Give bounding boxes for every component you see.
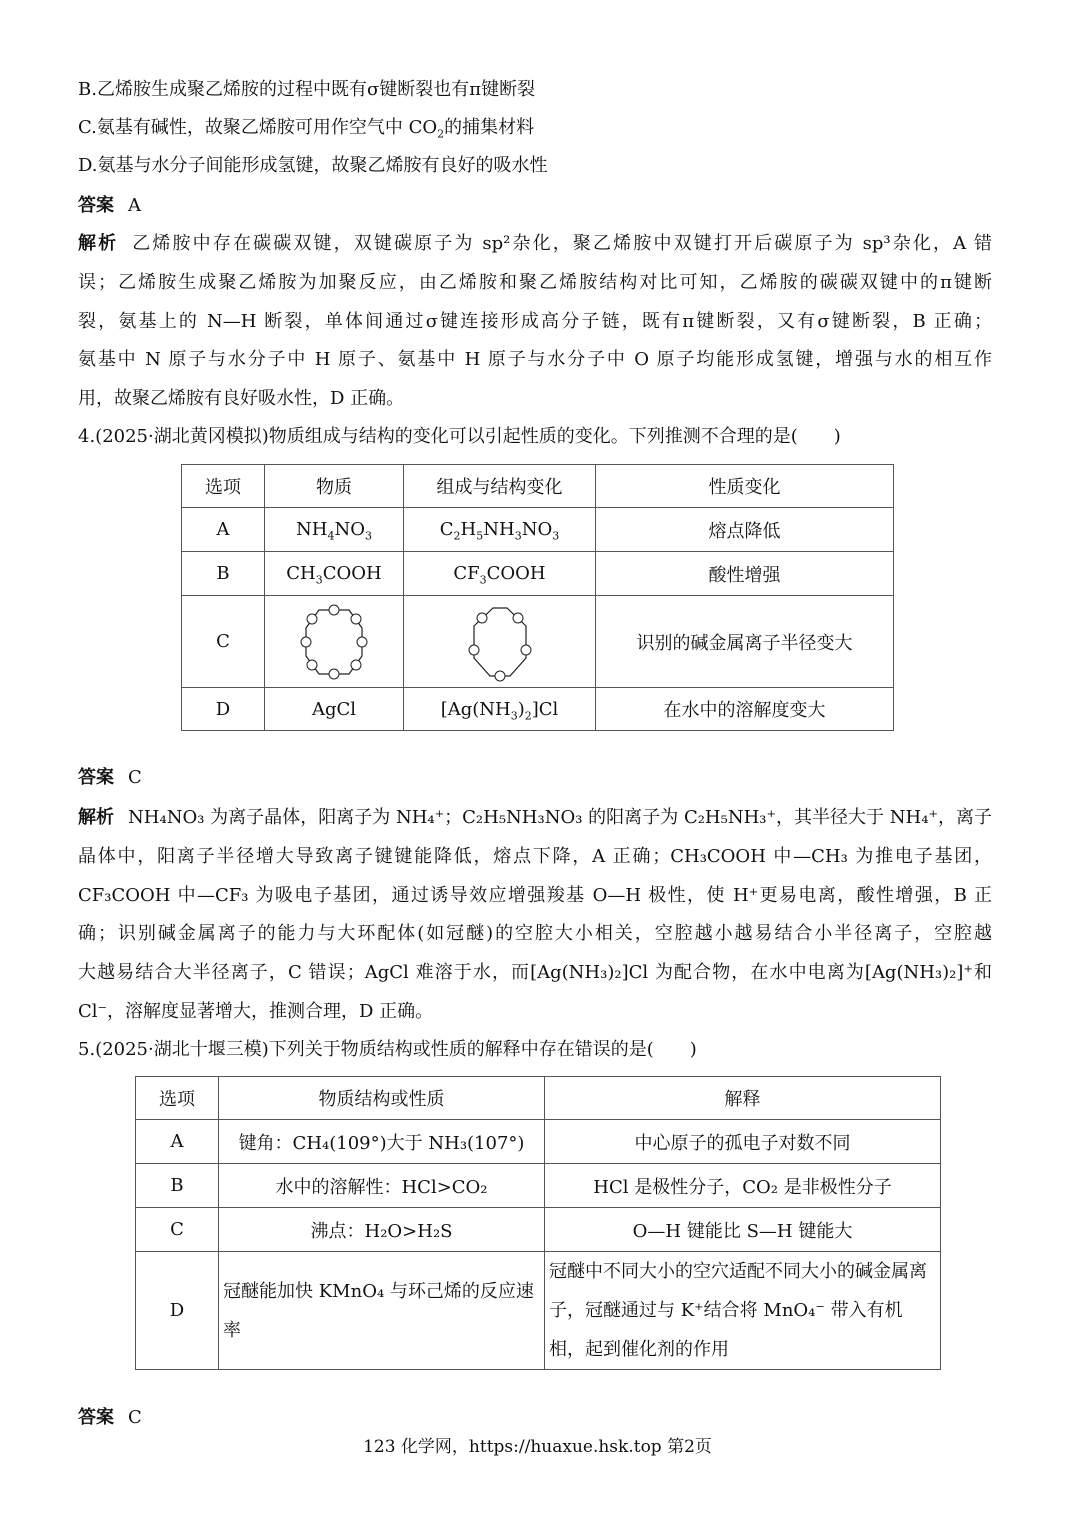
header-property: 性质变化 bbox=[596, 465, 894, 508]
header-option: 选项 bbox=[136, 1077, 219, 1120]
option-d: D.氨基与水分子间能形成氢键，故聚乙烯胺有良好的吸水性 bbox=[78, 155, 548, 176]
row-d-substance: AgCl bbox=[265, 688, 404, 731]
q5-stem: 5.(2025·湖北十堰三模)下列关于物质结构或性质的解释中存在错误的是( ) bbox=[78, 1039, 697, 1060]
q4-analysis-line-6: Cl⁻，溶解度显著增大，推测合理，D 正确。 bbox=[78, 1001, 434, 1022]
row-c-property: 识别的碱金属离子半径变大 bbox=[596, 596, 894, 688]
q3-analysis-line-2: 误；乙烯胺生成聚乙烯胺为加聚反应，由乙烯胺和聚乙烯胺结构对比可知，乙烯胺的碳碳双键中的π键断 bbox=[78, 272, 992, 293]
q4-analysis-line-4: 确；识别碱金属离子的能力与大环配体(如冠醚)的空腔大小相关，空腔越小越易结合小半径离子，空腔越 bbox=[78, 923, 992, 944]
row-c-option: C bbox=[136, 1208, 219, 1252]
row-a-changed: $C_2H_5NH_3NO_3$ bbox=[404, 508, 596, 552]
crown-ether-large-icon bbox=[294, 602, 374, 682]
table-header-row bbox=[182, 465, 894, 508]
row-d-property: 冠醚能加快 KMnO₄ 与环己烯的反应速率 bbox=[219, 1252, 545, 1370]
header-substance: 物质 bbox=[265, 465, 404, 508]
crown-ether-small-icon bbox=[460, 602, 540, 682]
q4-analysis-line-5: 大越易结合大半径离子，C 错误；AgCl 难溶于水，而[Ag(NH₃)₂]Cl 为配合物，在水中电离为[Ag(NH₃)₂]⁺和 bbox=[78, 962, 992, 983]
q3-analysis-line-4: 氨基中 N 原子与水分子中 H 原子、氨基中 H 原子与水分子中 O 原子均能形成氢键，增强与水的相互作 bbox=[78, 349, 992, 370]
q5-answer: 答案 C bbox=[78, 1407, 142, 1428]
table-row bbox=[136, 1252, 941, 1370]
table-row bbox=[182, 552, 894, 596]
q3-analysis-line-1: 解析 乙烯胺中存在碳碳双键，双键碳原子为 sp²杂化，聚乙烯胺中双键打开后碳原子为 sp³杂化，A 错 bbox=[78, 233, 993, 254]
table-row bbox=[136, 1208, 941, 1252]
page-footer: 123 化学网，https://huaxue.hsk.top 第2页 bbox=[363, 1437, 712, 1457]
row-d-changed: $[Ag(NH_3)_2]Cl$ bbox=[404, 688, 596, 731]
q4-analysis-line-1: 解析 NH₄NO₃ 为离子晶体，阳离子为 NH₄⁺；C₂H₅NH₃NO₃ 的阳离子为 C₂H₅NH₃⁺，其半径大于 NH₄⁺，离子 bbox=[78, 807, 992, 828]
q4-table bbox=[181, 464, 894, 731]
row-c-property: 沸点：H₂O>H₂S bbox=[219, 1208, 545, 1252]
q4-analysis-line-2: 晶体中，阳离子半径增大导致离子键键能降低，熔点下降，A 正确；CH₃COOH 中—CH₃ 为推电子基团， bbox=[78, 846, 992, 867]
q3-analysis-line-3: 裂，氨基上的 N—H 断裂，单体间通过σ键连接形成高分子链，既有π键断裂，又有σ键断裂，B 正确； bbox=[78, 311, 992, 332]
table-header-row bbox=[136, 1077, 941, 1120]
table-row bbox=[136, 1164, 941, 1208]
header-explanation: 解释 bbox=[545, 1077, 941, 1120]
row-d-option: D bbox=[136, 1252, 219, 1370]
row-a-option: A bbox=[136, 1120, 219, 1164]
table-row bbox=[182, 688, 894, 731]
q5-table bbox=[135, 1076, 941, 1370]
header-change: 组成与结构变化 bbox=[404, 465, 596, 508]
row-b-option: B bbox=[136, 1164, 219, 1208]
q4-analysis-line-3: CF₃COOH 中—CF₃ 为吸电子基团，通过诱导效应增强羧基 O—H 极性，使 H⁺更易电离，酸性增强，B 正 bbox=[78, 885, 992, 906]
row-a-property: 键角：CH₄(109°)大于 NH₃(107°) bbox=[219, 1120, 545, 1164]
table-row bbox=[182, 596, 894, 688]
row-c-substance bbox=[265, 596, 404, 688]
row-b-substance: $CH_3COOH$ bbox=[265, 552, 404, 596]
row-d-property: 在水中的溶解度变大 bbox=[596, 688, 894, 731]
row-d-option: D bbox=[182, 688, 265, 731]
row-b-explanation: HCl 是极性分子，CO₂ 是非极性分子 bbox=[545, 1164, 941, 1208]
header-property: 物质结构或性质 bbox=[219, 1077, 545, 1120]
option-c: C.氨基有碱性，故聚乙烯胺可用作空气中 $CO_2$的捕集材料 bbox=[78, 117, 535, 141]
header-option: 选项 bbox=[182, 465, 265, 508]
row-a-option: A bbox=[182, 508, 265, 552]
table-row bbox=[136, 1120, 941, 1164]
row-c-explanation: O—H 键能比 S—H 键能大 bbox=[545, 1208, 941, 1252]
row-b-property: 酸性增强 bbox=[596, 552, 894, 596]
row-c-changed bbox=[404, 596, 596, 688]
q4-stem: 4.(2025·湖北黄冈模拟)物质组成与结构的变化可以引起性质的变化。下列推测不合理的是( ) bbox=[78, 426, 841, 447]
row-a-substance: $NH_4NO_3$ bbox=[265, 508, 404, 552]
row-a-property: 熔点降低 bbox=[596, 508, 894, 552]
row-a-explanation: 中心原子的孤电子对数不同 bbox=[545, 1120, 941, 1164]
q3-analysis-line-5: 用，故聚乙烯胺有良好吸水性，D 正确。 bbox=[78, 388, 405, 409]
row-b-property: 水中的溶解性：HCl>CO₂ bbox=[219, 1164, 545, 1208]
row-b-changed: $CF_3COOH$ bbox=[404, 552, 596, 596]
table-row bbox=[182, 508, 894, 552]
q3-answer: 答案 A bbox=[78, 195, 141, 216]
row-d-explanation: 冠醚中不同大小的空穴适配不同大小的碱金属离子，冠醚通过与 K⁺结合将 MnO₄⁻ 带入有机相，起到催化剂的作用 bbox=[545, 1252, 941, 1370]
row-b-option: B bbox=[182, 552, 265, 596]
q4-answer: 答案 C bbox=[78, 767, 142, 788]
row-c-option: C bbox=[182, 596, 265, 688]
option-b: B.乙烯胺生成聚乙烯胺的过程中既有σ键断裂也有π键断裂 bbox=[78, 79, 536, 100]
